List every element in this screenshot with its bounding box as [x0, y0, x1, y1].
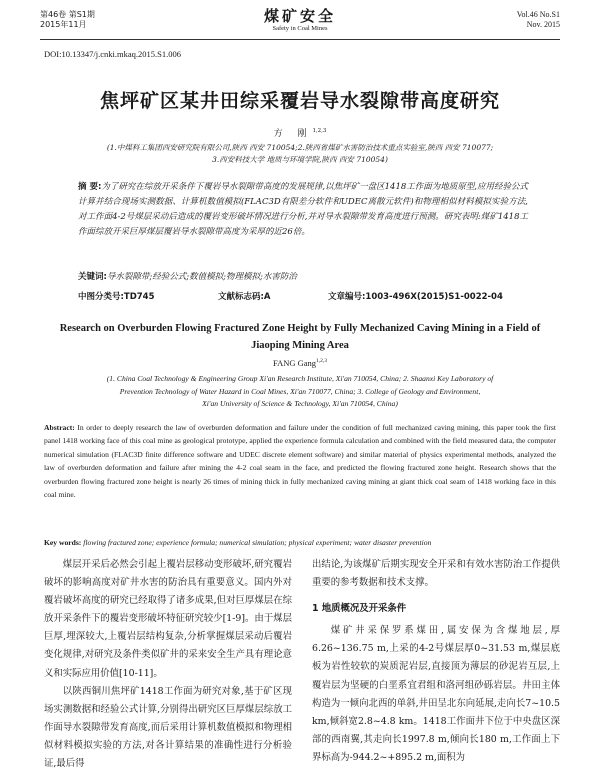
document-code: 文献标志码:A [218, 292, 271, 302]
body-paragraph: 煤层开采后必然会引起上覆岩层移动变形破坏,研究覆岩破坏的影响高度对矿井水害的防治具有重要意义。国内外对覆岩破坏高度的研究已经取得了诸多成果,但对巨厚煤层在综放开采条件下的覆岩变形破坏特征研究较少[1-9]。由于煤层巨厚,埋深较大,上覆岩层结构复杂,分析掌握煤层采动后覆岩变化规律,对研究及条件类似矿井的采来安全生产具有理论意义和实际应用价值[10-11]。 [44, 559, 292, 679]
author-name-en: FANG Gang [272, 358, 317, 368]
affiliation-en-line: Xi'an University of Science & Technology, Xi'an 710054, China) [202, 399, 398, 408]
header-volume-info-en [517, 10, 560, 30]
clc-number: 中图分类号:TD745 [78, 292, 155, 302]
article-number: 文章编号:1003-496X(2015)S1-0022-04 [328, 292, 503, 302]
classification-line [78, 290, 528, 302]
author-cn [0, 126, 600, 139]
affiliation-cn-line: 3.西安科技大学 地质与环境学院,陕西 西安 710054) [212, 155, 388, 164]
abstract-en-label: Abstract: [44, 423, 75, 432]
affiliation-cn-line: (1.中煤科工集团西安研究院有限公司,陕西 西安 710054;2.陕西省煤矿水害防治技术重点实验室,陕西 西安 710077; [106, 143, 494, 152]
journal-name-cn: 煤矿安全 [263, 7, 336, 25]
keywords-cn [78, 270, 528, 282]
abstract-cn-label: 摘 要: [78, 182, 102, 192]
affiliation-en [46, 373, 554, 411]
body-column-right [312, 556, 560, 767]
abstract-cn [78, 180, 528, 240]
abstract-en-text: In order to deeply research the law of overburden deformation and failure under the condition of full mechanized caving mining, this paper took the first panel 1418 working face of this coal mine as geological prototype, applied the experience formula calculation and combined with the field measured data, the computer numerical simulation (FLAC3D finite difference software and UDEC discrete element software) and similar material of physics experimental methods, analyzed the law of overburden deformation and failure after mining the 4-2 coal seam in the face, and predicted the flowing fractured zone height. Research shows that the overburden flowing fractured zone height is nearly 26 times of mining thick in fully mechanized caving mining at giant thick coal seam of 1418 working face in this coal mine. [44, 423, 556, 500]
author-en [0, 358, 600, 368]
journal-header [40, 8, 560, 40]
paper-title-en: Research on Overburden Flowing Fractured Zone Height by Fully Mechanized Caving Mining in a Field of Jiaoping Mining Area [59, 323, 541, 351]
keywords-en-text: flowing fractured zone; experience formula; numerical simulation; physical experiment; water disaster prevention [83, 538, 432, 547]
doi[interactable]: DOI:10.13347/j.cnki.mkaq.2015.S1.006 [44, 49, 181, 59]
body-column-left [44, 556, 292, 772]
abstract-cn-text: 为了研究在综放开采条件下覆岩导水裂隙带高度的发展规律,以焦坪矿一盘区1418工作面为地质原型,应用经验公式计算并结合现场实测数据、计算机数值模拟(FLAC3D有限差分软件和UDEC离散元软件)和物理相似材料模拟实验方法,对工作面4-2号煤层采动后造成的覆岩变形破坏情况进行分析,并对导水裂隙带发育高度进行预测。研究表明:煤矿1418工作面综放开采巨厚煤层覆岩导水裂隙带高度为采厚的近26倍。 [78, 182, 529, 237]
affiliation-en-line: (1. China Coal Technology & Engineering Group Xi'an Research Institute, Xi'an 710054, China; 2. Shaanxi Key Laboratory of [106, 374, 494, 383]
body-paragraph: 以陕西铜川焦坪矿1418工作面为研究对象,基于矿区现场实测数据和经验公式计算,分别得出研究区巨厚煤层综放工作面导水裂隙带发育高度,而后采用计算机数值模拟和物理相似材料模拟实验的方法,对各计算结果的准确性进行分析验证,最后得 [44, 685, 292, 770]
keywords-cn-label: 关键词: [78, 272, 107, 282]
journal-masthead [40, 8, 560, 33]
author-name-cn: 方 刚 [273, 129, 313, 139]
affiliation-en-line: Prevention Technology of Water Hazard in Coal Mines, Xi'an 710077, China; 3. College of Geology and Environment, [119, 386, 481, 396]
keywords-en [44, 538, 556, 547]
author-affil-markers-cn: 1,2,3 [312, 128, 327, 134]
header-date-en: Nov. 2015 [526, 20, 560, 29]
paper-title-cn: 焦坪矿区某井田综采覆岩导水裂隙带高度研究 [99, 90, 500, 112]
body-paragraph: 出结论,为该煤矿后期实现安全开采和有效水害防治工作提供重要的参考数据和技术支撑。 [312, 559, 560, 589]
abstract-en [44, 421, 556, 501]
journal-name-en: Safety in Coal Mines [272, 25, 328, 32]
header-issue: 第46卷 第S1期 [40, 10, 95, 19]
section-heading: 1 地质概况及开采条件 [312, 603, 407, 615]
header-date: 2015年11月 [40, 20, 87, 29]
affiliation-cn [50, 142, 550, 166]
keywords-en-label: Key words: [44, 538, 82, 547]
keywords-cn-text: 导水裂隙带;经验公式;数值模拟;物理模拟;水害防治 [106, 272, 297, 282]
body-paragraph: 煤矿井采保罗系煤田,属安保为含煤地层,厚6.26~136.75 m,上采的4-2号煤层厚0~31.53 m,煤层底板为岩性较软的炭质泥岩层,直接顶为薄层的砂泥岩互层,上覆岩层为坚硬的白垩系宜君组和洛河组砂砾岩层。井田主体构造为一倾向北西的单斜,井田呈北东向延展,走向长7~10.5 km,倾斜宽2.8~4.8 km。1418工作面井下位于中央盘区深部的西南翼,其走向长1997.8 m,倾向长180 m,工作面上下界标高为-944.2~+895.2 m,面积为 [312, 625, 560, 763]
author-affil-markers-en: 1,2,3 [316, 358, 328, 365]
header-issue-en: Vol.46 No.S1 [516, 10, 560, 19]
